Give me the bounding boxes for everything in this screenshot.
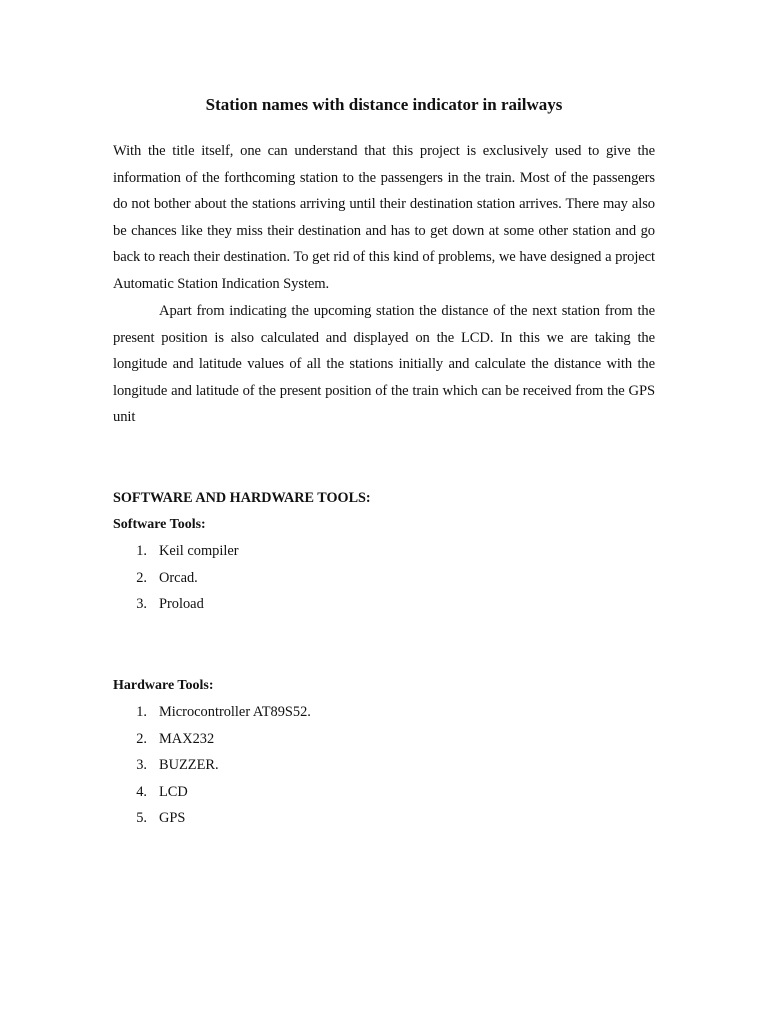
- software-tools-list: [113, 538, 239, 618]
- list-item-text: Orcad.: [159, 569, 198, 586]
- list-item: [113, 805, 311, 832]
- software-tools-heading: Software Tools:: [113, 517, 206, 532]
- paragraph-text: With the title itself, one can understand that this project is exclusively used to give the information of the forthcoming station to the passengers in the train. Most of the passengers do not bother about the stations arriving until their destination station arrives. There may also be chances like they miss their destination and has to get down at some other station and go back to reach their destination. To get rid of this kind of problems, we have designed a project Automatic Station Indication System.: [113, 143, 655, 292]
- list-item-number: 5.: [136, 810, 147, 827]
- list-item-number: 3.: [136, 596, 147, 613]
- list-item-number: 1.: [136, 543, 147, 559]
- list-item-text: LCD: [159, 783, 188, 800]
- list-item-text: Proload: [159, 596, 204, 613]
- hardware-tools-heading: Hardware Tools:: [113, 678, 214, 693]
- list-item: [113, 779, 311, 806]
- tools-heading: SOFTWARE AND HARDWARE TOOLS:: [113, 490, 371, 506]
- list-item-text: GPS: [159, 810, 186, 827]
- list-item: [113, 699, 311, 726]
- list-item-text: MAX232: [159, 730, 215, 747]
- list-item: [113, 752, 311, 779]
- list-item-number: 2.: [136, 730, 147, 747]
- list-item-text: Microcontroller AT89S52.: [159, 704, 311, 720]
- intro-paragraph: [113, 138, 655, 298]
- paragraph-text: Apart from indicating the upcoming station the distance of the next station from the present position is also calculated and displayed on the LCD. In this we are taking the longitude and latitude values of all the stations initially and calculate the distance with the longitude and latitude of the present position of the train which can be received from the GPS unit: [113, 303, 655, 426]
- list-item-number: 1.: [136, 704, 147, 720]
- list-item: [113, 538, 239, 565]
- hardware-tools-list: [113, 699, 311, 832]
- detail-paragraph: [113, 298, 655, 431]
- list-item: [113, 591, 239, 618]
- list-item-text: BUZZER.: [159, 757, 219, 774]
- list-item: [113, 726, 311, 753]
- list-item: [113, 565, 239, 592]
- list-item-number: 2.: [136, 569, 147, 586]
- list-item-number: 3.: [136, 757, 147, 774]
- document-title: Station names with distance indicator in railways: [205, 95, 563, 114]
- list-item-number: 4.: [136, 783, 147, 800]
- list-item-text: Keil compiler: [159, 543, 239, 559]
